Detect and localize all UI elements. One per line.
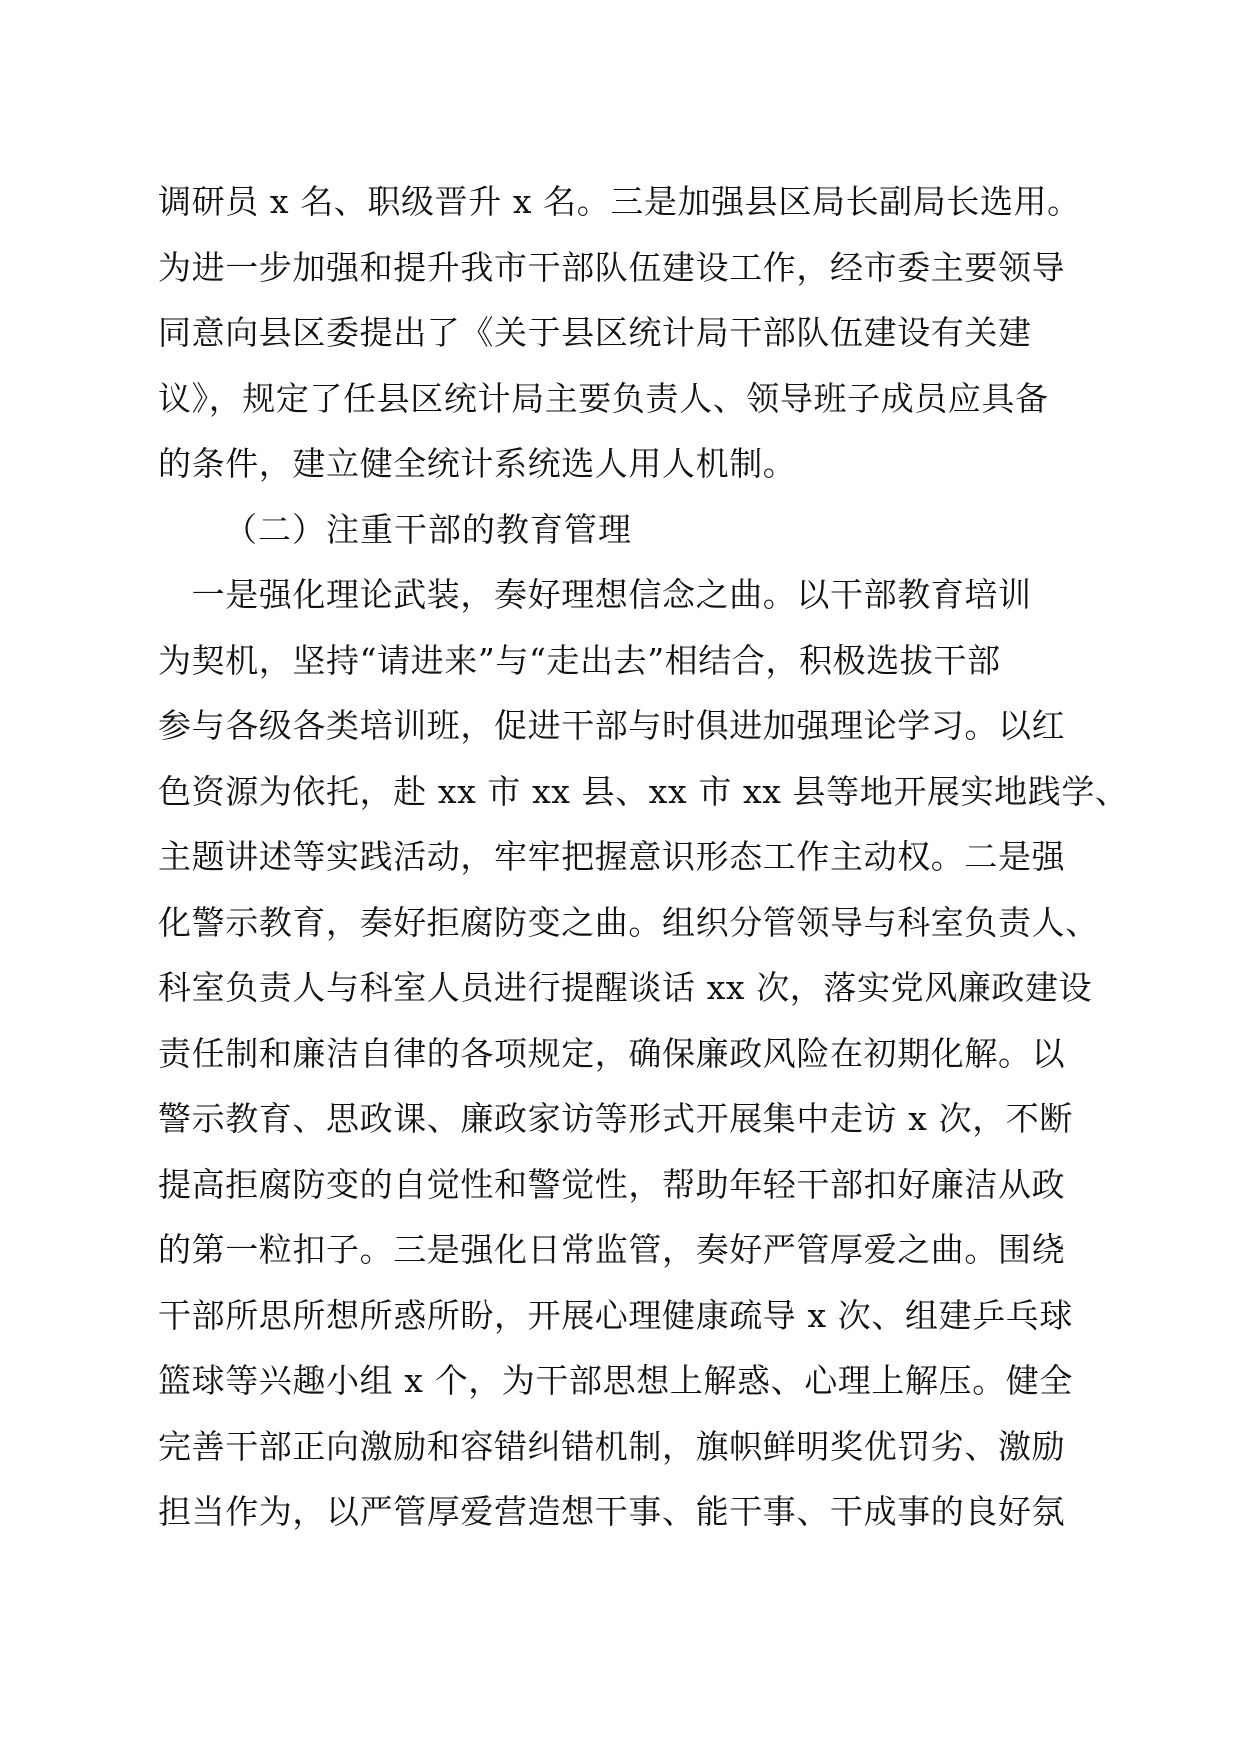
- text-line: [158, 1296, 1098, 1362]
- text-line: [158, 1361, 1098, 1427]
- text-line: [158, 182, 1098, 248]
- text-line-content: 色资源为依托，赴 xx 市 xx 县、xx 市 xx 县等地开展实地践学、: [158, 771, 1129, 811]
- text-line-content: 一是强化理论武装，奏好理想信念之曲。以干部教育培训: [158, 575, 1032, 614]
- text-line: [158, 575, 1098, 641]
- text-line-content: 议》，规定了任县区统计局主要负责人、领导班子成员应具备: [158, 378, 1049, 418]
- text-line: [158, 903, 1098, 969]
- text-line-content: 参与各级各类培训班，促进干部与时俱进加强理论学习。以红: [158, 706, 1066, 745]
- text-line-content: 的条件，建立健全统计系统选人用人机制。: [158, 444, 797, 483]
- text-line: [158, 379, 1098, 445]
- text-line: [158, 444, 1098, 510]
- text-line-content: 同意向县区委提出了《关于县区统计局干部队伍建设有关建: [158, 313, 1032, 352]
- text-line: [158, 1230, 1098, 1296]
- text-line-content: 科室负责人与科室人员进行提醒谈话 xx 次，落实党风廉政建设: [158, 968, 1093, 1007]
- text-line-content: 篮球等兴趣小组 x 个，为干部思想上解惑、心理上解压。健全: [158, 1361, 1073, 1400]
- section-heading: [158, 510, 1098, 576]
- text-line-content: 为契机，坚持“请进来”与“走出去”相结合，积极选拔干部: [158, 640, 1001, 680]
- text-line: [158, 771, 1129, 838]
- text-line-content: 调研员 x 名、职级晋升 x 名。三是加强县区局长副局长选用。: [158, 182, 1081, 221]
- text-line-content: 干部所思所想所惑所盼，开展心理健康疏导 x 次、组建乒乓球: [158, 1295, 1073, 1335]
- text-line: [158, 968, 1098, 1034]
- text-line-content: 警示教育、思政课、廉政家访等形式开展集中走访 x 次，不断: [158, 1099, 1073, 1138]
- text-line: [158, 313, 1098, 379]
- body-text: [158, 182, 1129, 1558]
- text-line-content: 责任制和廉洁自律的各项规定，确保廉政风险在初期化解。以: [158, 1033, 1066, 1073]
- section-heading-text: （二）注重干部的教育管理: [224, 509, 632, 549]
- text-line-content: 主题讲述等实践活动，牢牢把握意识形态工作主动权。二是强: [158, 837, 1066, 876]
- text-line: [158, 1427, 1098, 1493]
- text-line-content: 担当作为，以严管厚爱营造想干事、能干事、干成事的良好氛: [158, 1492, 1066, 1531]
- text-line-content: 提高拒腐防变的自觉性和警觉性，帮助年轻干部扣好廉洁从政: [158, 1164, 1066, 1204]
- text-line: [158, 641, 1098, 707]
- text-line-content: 完善干部正向激励和容错纠错机制，旗帜鲜明奖优罚劣、激励: [158, 1426, 1066, 1466]
- text-line-content: 的第一粒扣子。三是强化日常监管，奏好严管厚爱之曲。围绕: [158, 1230, 1066, 1269]
- text-line: [158, 1099, 1098, 1165]
- text-line: [158, 1492, 1098, 1558]
- text-line: [158, 1165, 1098, 1231]
- text-line-content: 为进一步加强和提升我市干部队伍建设工作，经市委主要领导: [158, 247, 1066, 287]
- text-line-content: 化警示教育，奏好拒腐防变之曲。组织分管领导与科室负责人、: [158, 902, 1099, 942]
- text-line: [158, 1034, 1098, 1100]
- text-line: [158, 248, 1098, 314]
- text-line: [158, 706, 1098, 772]
- text-line: [158, 837, 1098, 903]
